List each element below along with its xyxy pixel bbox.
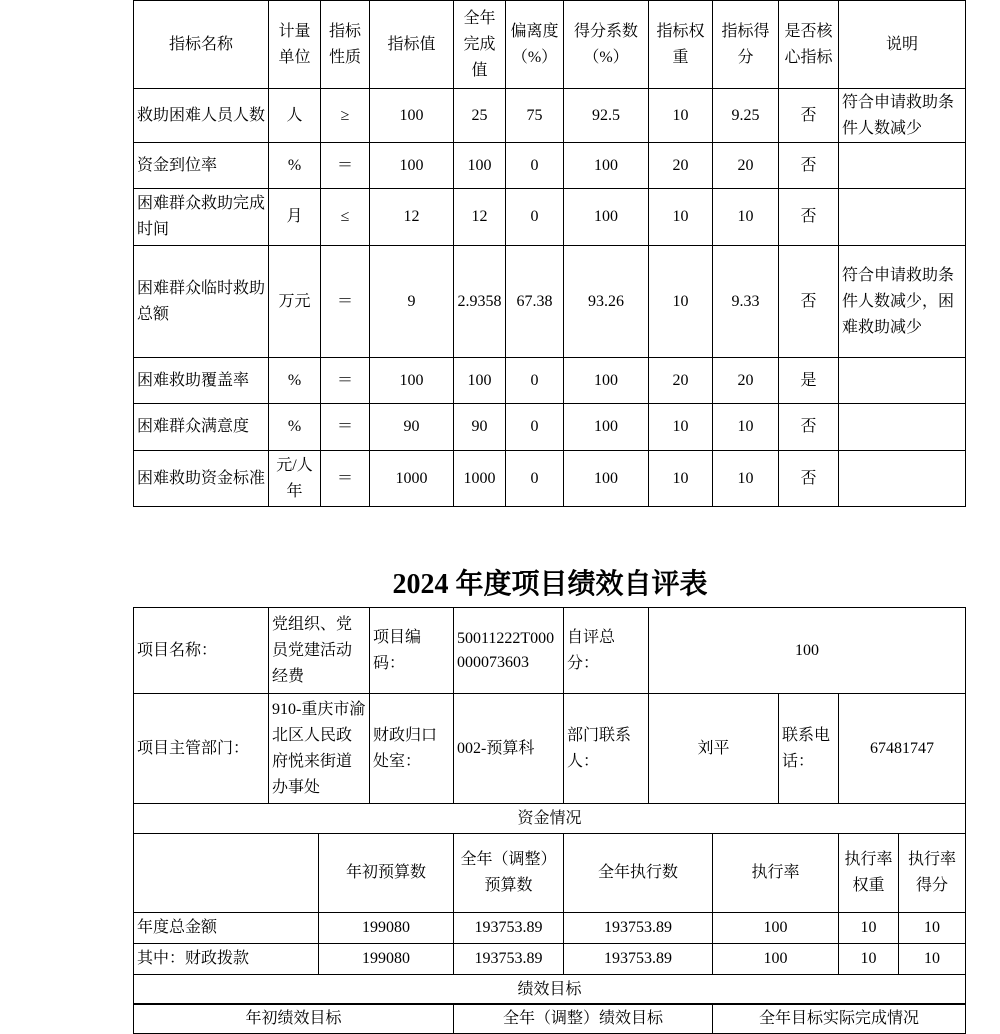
- table-cell: 10: [649, 189, 713, 246]
- table-cell: 20: [713, 143, 779, 189]
- column-header: 指标权重: [649, 1, 713, 89]
- table-cell: 否: [779, 404, 839, 451]
- goal-header-adjusted: 全年（调整）绩效目标: [454, 1004, 713, 1034]
- goals-section-label: 绩效目标: [134, 975, 966, 1005]
- column-header: 年初预算数: [319, 834, 454, 913]
- table-cell: 否: [779, 89, 839, 143]
- table-cell: 困难救助覆盖率: [134, 358, 269, 404]
- table-row: [134, 358, 966, 404]
- table-cell: ≥: [321, 89, 370, 143]
- score-value: 100: [649, 608, 966, 694]
- table-cell: 193753.89: [564, 913, 713, 944]
- table-cell: 0: [506, 451, 564, 507]
- table-cell: 193753.89: [564, 944, 713, 975]
- table-cell: 10: [649, 451, 713, 507]
- page-title: 2024 年度项目绩效自评表: [392, 569, 708, 600]
- table-cell: [839, 189, 966, 246]
- goal-header-initial: 年初绩效目标: [134, 1004, 454, 1034]
- table-cell: 10: [649, 89, 713, 143]
- column-header: 全年（调整）预算数: [454, 834, 564, 913]
- table-cell: 10: [899, 913, 966, 944]
- column-header: 执行率得分: [899, 834, 966, 913]
- table-cell: ＝: [321, 404, 370, 451]
- table-cell: 10: [713, 189, 779, 246]
- office-value: 002-预算科: [454, 694, 564, 804]
- office-label: 财政归口处室：: [370, 694, 454, 804]
- column-header: 计量单位: [269, 1, 321, 89]
- table-cell: 10: [839, 913, 899, 944]
- table-cell: 是: [779, 358, 839, 404]
- table-cell: 9.33: [713, 246, 779, 358]
- project-code-label: 项目编码：: [370, 608, 454, 694]
- project-code-value: 50011222T000000073603: [454, 608, 564, 694]
- contact-label: 部门联系人：: [564, 694, 649, 804]
- table-cell: 万元: [269, 246, 321, 358]
- funds-header-row: [134, 834, 966, 913]
- table-row: [134, 451, 966, 507]
- column-header: [134, 834, 319, 913]
- table-cell: 人: [269, 89, 321, 143]
- table-cell: 否: [779, 451, 839, 507]
- project-info-table: [133, 607, 966, 834]
- column-header: 说明: [839, 1, 966, 89]
- table-cell: 100: [454, 358, 506, 404]
- table-cell: %: [269, 358, 321, 404]
- table-cell: 20: [649, 358, 713, 404]
- table-cell: %: [269, 143, 321, 189]
- column-header: 执行率权重: [839, 834, 899, 913]
- table-cell: [839, 358, 966, 404]
- table-cell: 月: [269, 189, 321, 246]
- table-cell: 100: [564, 404, 649, 451]
- dept-value: 910-重庆市渝北区人民政府悦来街道办事处: [269, 694, 370, 804]
- table-cell: 10: [713, 404, 779, 451]
- table-cell: 12: [454, 189, 506, 246]
- goal-header-actual: 全年目标实际完成情况: [713, 1004, 966, 1034]
- table-cell: %: [269, 404, 321, 451]
- table-cell: 否: [779, 143, 839, 189]
- table-cell: ＝: [321, 451, 370, 507]
- table-cell: 10: [899, 944, 966, 975]
- table-cell: 1000: [370, 451, 454, 507]
- table-cell: 25: [454, 89, 506, 143]
- table-cell: 9: [370, 246, 454, 358]
- table-row: [134, 89, 966, 143]
- table-cell: 92.5: [564, 89, 649, 143]
- table-cell: 100: [713, 913, 839, 944]
- table-cell: 元/人年: [269, 451, 321, 507]
- table-cell: 符合申请救助条件人数减少: [839, 89, 966, 143]
- table-cell: 199080: [319, 944, 454, 975]
- table-cell: 否: [779, 246, 839, 358]
- table-cell: ＝: [321, 143, 370, 189]
- table-cell: 10: [649, 404, 713, 451]
- table-cell: [839, 143, 966, 189]
- table-row: [134, 246, 966, 358]
- table-cell: 2.9358: [454, 246, 506, 358]
- funds-table: [133, 833, 966, 1005]
- column-header: 指标值: [370, 1, 454, 89]
- table-cell: [839, 404, 966, 451]
- table-cell: 年度总金额: [134, 913, 319, 944]
- table-cell: 100: [564, 189, 649, 246]
- table-cell: [839, 451, 966, 507]
- phone-value: 67481747: [839, 694, 966, 804]
- table-cell: 困难群众救助完成时间: [134, 189, 269, 246]
- table-cell: 20: [649, 143, 713, 189]
- phone-label: 联系电话：: [779, 694, 839, 804]
- funds-row: [134, 944, 966, 975]
- project-name-label: 项目名称：: [134, 608, 269, 694]
- table-cell: 100: [713, 944, 839, 975]
- table-row: [134, 404, 966, 451]
- table-cell: 100: [564, 358, 649, 404]
- table-cell: 10: [649, 246, 713, 358]
- funds-row: [134, 913, 966, 944]
- table-cell: 困难群众临时救助总额: [134, 246, 269, 358]
- table-cell: 否: [779, 189, 839, 246]
- table-cell: ＝: [321, 358, 370, 404]
- table-cell: 100: [564, 143, 649, 189]
- table-cell: 困难救助资金标准: [134, 451, 269, 507]
- funds-section-label: 资金情况: [134, 804, 966, 834]
- column-header: 全年执行数: [564, 834, 713, 913]
- indicator-table: [133, 0, 966, 507]
- table-cell: 193753.89: [454, 944, 564, 975]
- table-cell: 困难群众满意度: [134, 404, 269, 451]
- table-cell: 100: [370, 358, 454, 404]
- table-cell: 0: [506, 358, 564, 404]
- column-header: 执行率: [713, 834, 839, 913]
- table-cell: 100: [370, 89, 454, 143]
- column-header: 指标名称: [134, 1, 269, 89]
- table-cell: 0: [506, 404, 564, 451]
- column-header: 全年完成值: [454, 1, 506, 89]
- table-row: [134, 143, 966, 189]
- table-cell: 10: [713, 451, 779, 507]
- table-cell: 100: [564, 451, 649, 507]
- table-row: [134, 189, 966, 246]
- table-cell: 93.26: [564, 246, 649, 358]
- column-header: 偏离度（%）: [506, 1, 564, 89]
- table-cell: 其中：财政拨款: [134, 944, 319, 975]
- column-header: 是否核心指标: [779, 1, 839, 89]
- score-label: 自评总分：: [564, 608, 649, 694]
- table-cell: 0: [506, 143, 564, 189]
- table-cell: 193753.89: [454, 913, 564, 944]
- table-cell: 199080: [319, 913, 454, 944]
- table-cell: ＝: [321, 246, 370, 358]
- table-cell: 75: [506, 89, 564, 143]
- table-cell: 20: [713, 358, 779, 404]
- table-cell: 100: [370, 143, 454, 189]
- table-cell: 救助困难人员人数: [134, 89, 269, 143]
- table-cell: 1000: [454, 451, 506, 507]
- table-cell: 90: [454, 404, 506, 451]
- column-header: 指标性质: [321, 1, 370, 89]
- dept-label: 项目主管部门：: [134, 694, 269, 804]
- project-name-value: 党组织、党员党建活动经费: [269, 608, 370, 694]
- column-header: 得分系数（%）: [564, 1, 649, 89]
- table-cell: 资金到位率: [134, 143, 269, 189]
- table-cell: 0: [506, 189, 564, 246]
- table-cell: 10: [839, 944, 899, 975]
- goals-table: [133, 1003, 966, 1034]
- table-cell: 符合申请救助条件人数减少，困难救助减少: [839, 246, 966, 358]
- table-cell: ≤: [321, 189, 370, 246]
- table-cell: 90: [370, 404, 454, 451]
- table-cell: 100: [454, 143, 506, 189]
- table-cell: 9.25: [713, 89, 779, 143]
- column-header: 指标得分: [713, 1, 779, 89]
- table-cell: 67.38: [506, 246, 564, 358]
- contact-value: 刘平: [649, 694, 779, 804]
- header-row: [134, 1, 966, 89]
- table-cell: 12: [370, 189, 454, 246]
